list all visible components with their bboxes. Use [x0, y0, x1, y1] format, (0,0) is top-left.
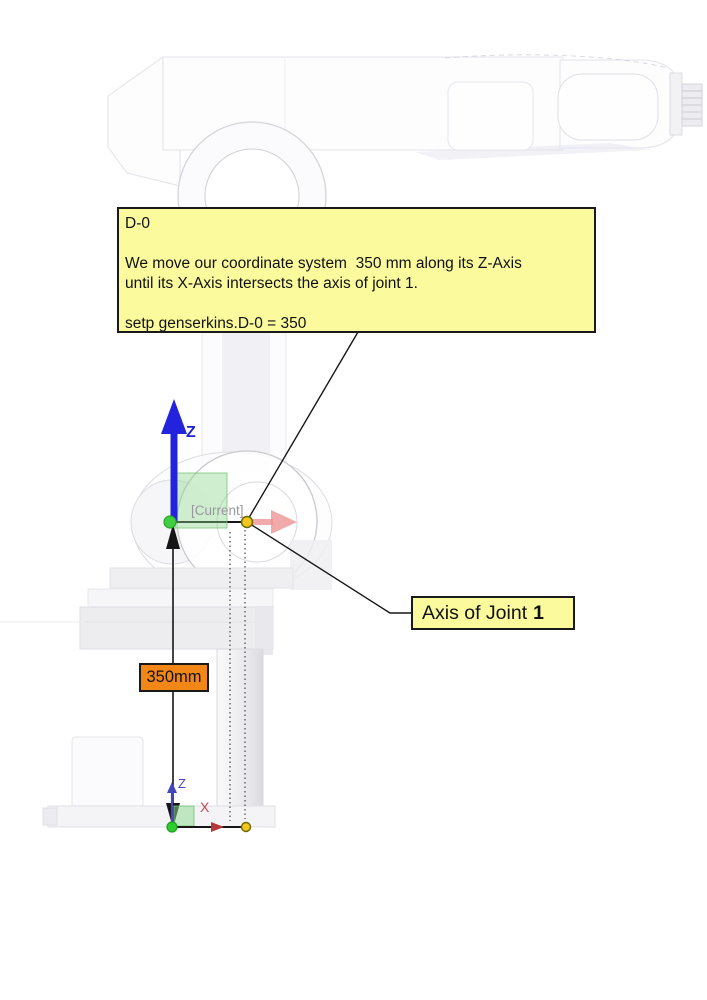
base-frame-selection-square [174, 806, 194, 826]
d0-note-box [117, 207, 596, 333]
leader-to-axis-callout [247, 522, 411, 613]
base-x-axis-label: X [200, 799, 210, 815]
current-frame-label: [Current] [191, 503, 244, 518]
note-line-body1: We move our coordinate system 350 mm along its Z-Axis [125, 255, 522, 272]
joint1-axis-point [242, 517, 253, 528]
base-x-axis-arrowhead [211, 822, 224, 832]
base-z-axis-arrowhead [167, 782, 177, 793]
axis-of-joint-callout [411, 596, 575, 630]
dimension-label: 350mm [139, 663, 209, 692]
base-projection-point [242, 823, 251, 832]
leader-to-note-box [247, 332, 358, 521]
base-z-axis-label: Z [178, 776, 186, 791]
note-line-command: setp genserkins.D-0 = 350 [125, 315, 307, 332]
x-axis-arrowhead [271, 510, 297, 534]
axis-callout-number: 1 [533, 602, 544, 624]
frame-origin-point [164, 516, 176, 528]
z-axis-label: Z [186, 424, 196, 441]
note-line-body2: until its X-Axis intersects the axis of joint 1. [125, 275, 418, 292]
z-axis-arrowhead [161, 399, 187, 434]
note-line-title: D-0 [125, 215, 150, 232]
frame-selection-square [175, 473, 227, 528]
note-line-blank2 [125, 294, 594, 314]
axis-callout-text: Axis of Joint [422, 602, 528, 624]
base-origin-point [167, 822, 177, 832]
note-line-blank1 [125, 234, 594, 254]
